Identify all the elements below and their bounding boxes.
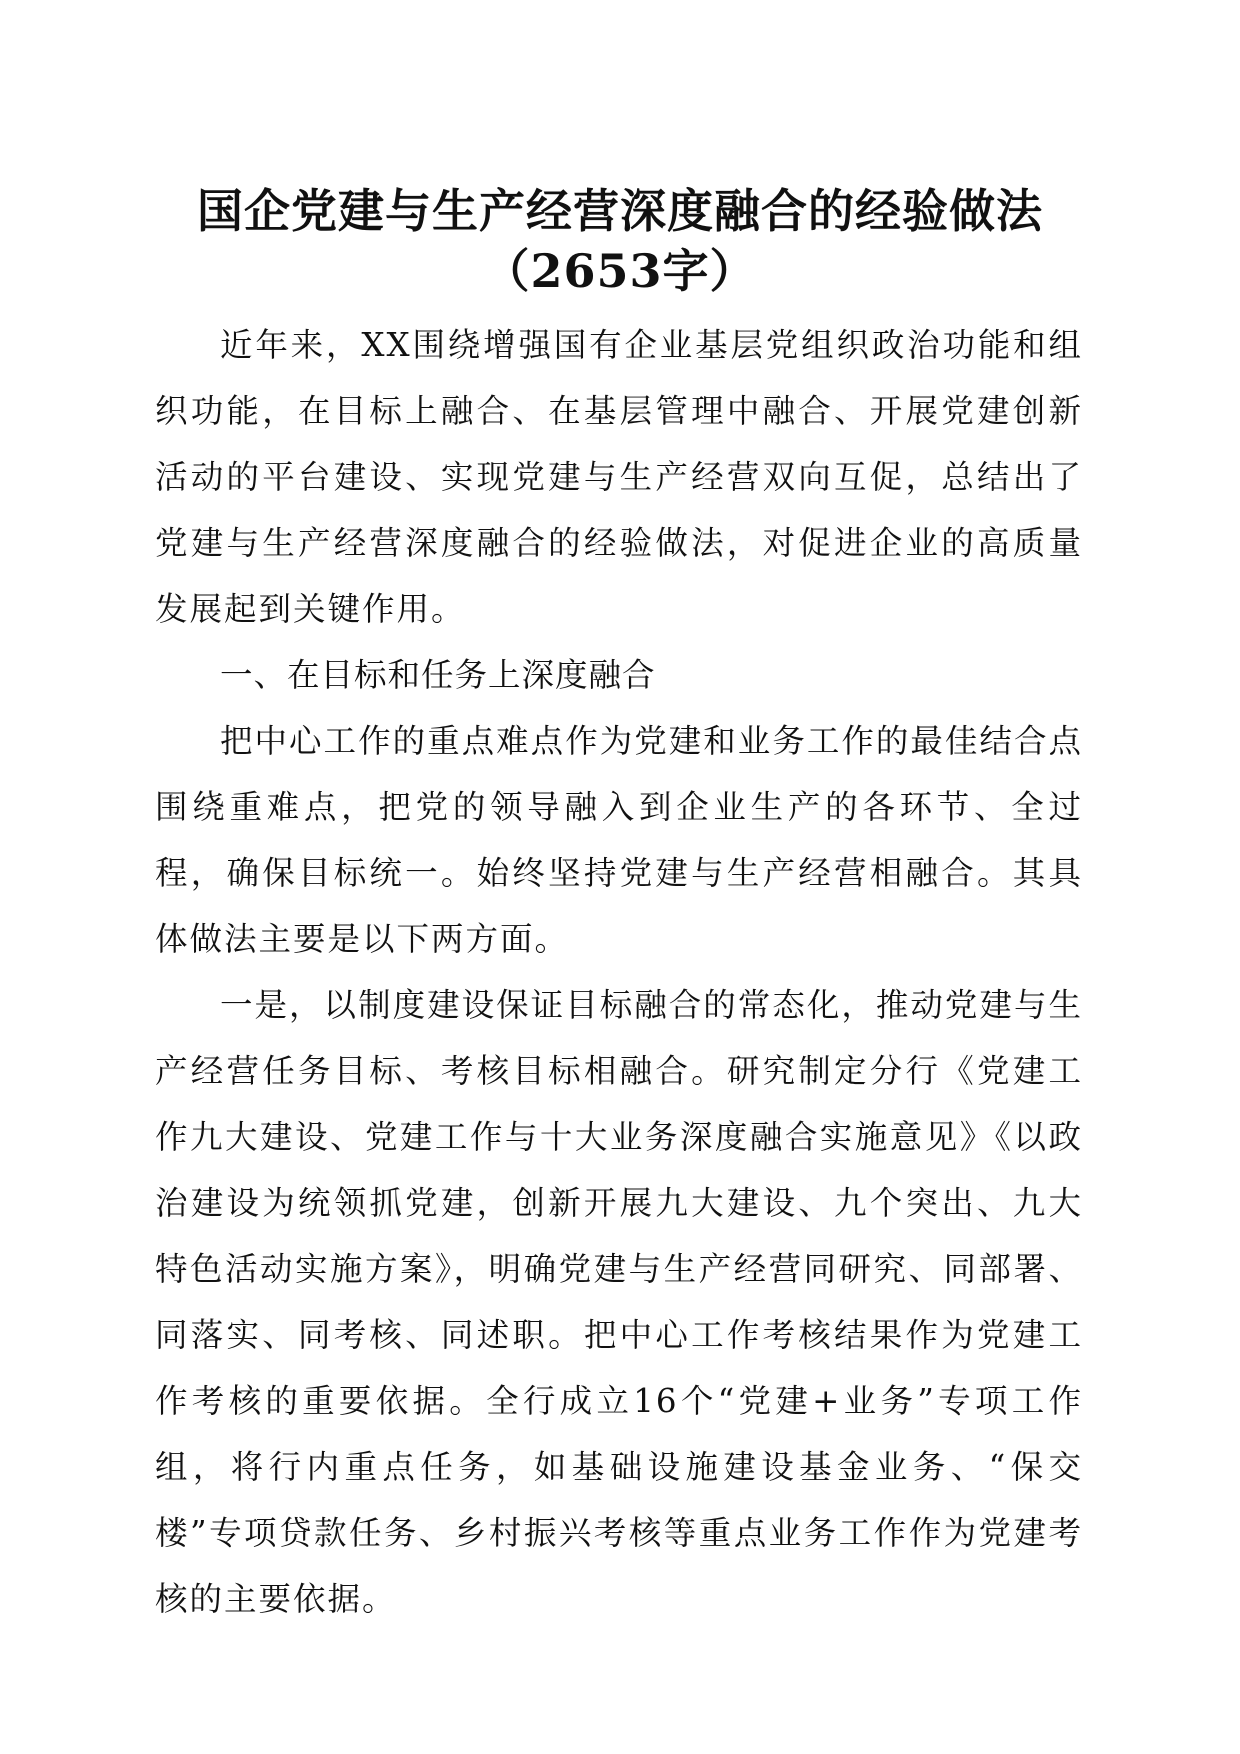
document-word-count: （2653字） bbox=[483, 244, 757, 298]
intro-paragraph: 近年来，XX围绕增强国有企业基层党组织政治功能和组织功能，在目标上融合、在基层管理中融合、开展党建创新活动的平台建设、实现党建与生产经营双向互促，总结出了党建与生产经营深度融合的经验做法，对促进企业的高质量发展起到关键作用。 bbox=[155, 326, 1083, 628]
section1-paragraph-1: 把中心工作的重点难点作为党建和业务工作的最佳结合点围绕重难点，把党的领导融入到企业生产的各环节、全过程，确保目标统一。始终坚持党建与生产经营相融合。其具体做法主要是以下两方面。 bbox=[155, 722, 1083, 958]
section1-paragraph-2: 一是，以制度建设保证目标融合的常态化，推动党建与生产经营任务目标、考核目标相融合。研究制定分行《党建工作九大建设、党建工作与十大业务深度融合实施意见》《以政治建设为统领抓党建，创新开展九大建设、九个突出、九大特色活动实施方案》，明确党建与生产经营同研究、同部署、同落实、同考核、同述职。把中心工作考核结果作为党建工作考核的重要依据。全行成立16个“党建+业务”专项工作组，将行内重点任务，如基础设施建设基金业务、“保交楼”专项贷款任务、乡村振兴考核等重点业务工作作为党建考核的主要依据。 bbox=[155, 986, 1083, 1618]
document-body bbox=[155, 312, 1083, 1632]
section-heading-1: 一、在目标和任务上深度融合 bbox=[220, 656, 656, 694]
document-title: 国企党建与生产经营深度融合的经验做法 bbox=[197, 184, 1043, 238]
